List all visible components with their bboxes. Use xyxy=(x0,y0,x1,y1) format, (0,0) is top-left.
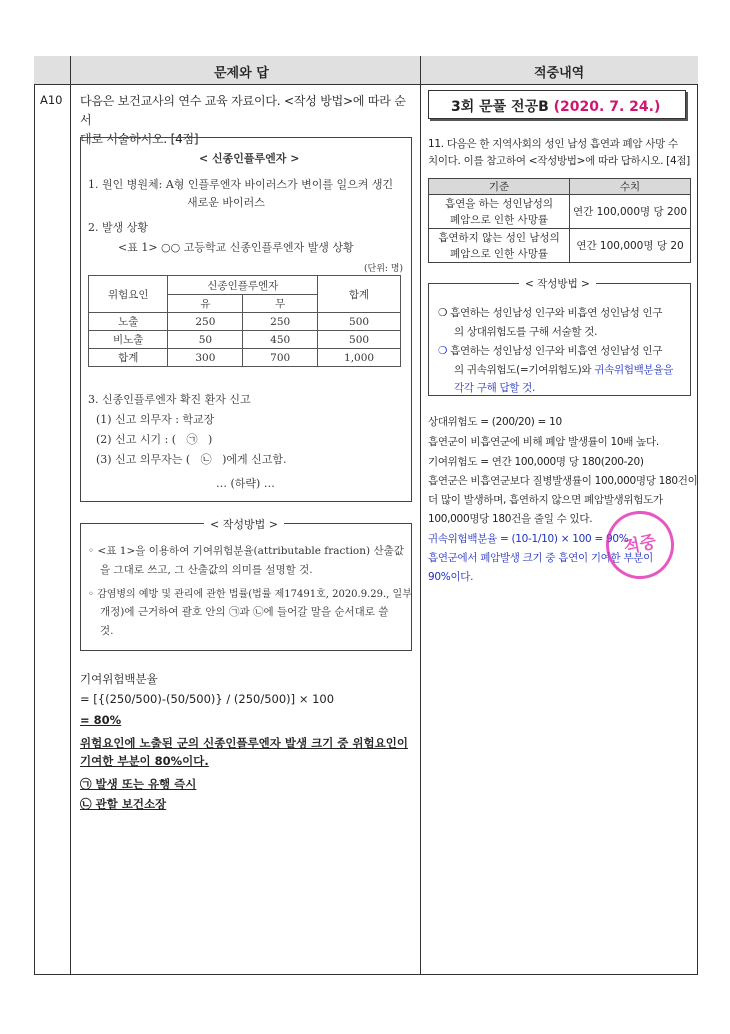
right-method-legend: < 작성방법 > xyxy=(519,276,596,291)
item-3-2: (2) 신고 시기 : ( ㉠ ) xyxy=(96,433,213,446)
table-unit: (단위: 명) xyxy=(364,264,403,274)
item-3-3: (3) 신고 의무자는 ( ㉡ )에게 신고함. xyxy=(96,453,287,466)
method-bullet-2-cont2: 각각 구해 답할 것. xyxy=(454,382,536,394)
col-total: 합계 xyxy=(318,276,401,313)
method-bullet-1: ❍ 흡연하는 성인남성 인구와 비흡연 성인남성 인구 xyxy=(438,307,663,319)
solution-3: 기여위험도 = 연간 100,000명 당 180(200-20) xyxy=(428,456,644,468)
method-bullet-2-cont: 의 귀속위험도(=기여위험도)와 귀속위험백분율을 xyxy=(454,364,674,376)
header-qa: 문제와 답 xyxy=(214,66,269,81)
method-2-line-2: 개정)에 근거하여 괄호 안의 ㉠과 ㉡에 들어갈 말을 순서대로 쓸 xyxy=(100,606,389,618)
table-row: 노출 250 250 500 xyxy=(89,313,401,331)
table-row: 흡연하지 않는 성인 남성의 폐암으로 인한 사망률 연간 100,000명 당 20 xyxy=(429,229,691,263)
method-2-line-1: ◦ 감염병의 예방 및 관리에 관한 법률(법률 제17491호, 2020.9.29., 일부 xyxy=(88,589,412,600)
item-3: 3. 신종인플루엔자 확진 환자 신고 xyxy=(88,393,251,406)
answer-3: = 80% xyxy=(80,713,122,727)
header-hits: 적중내역 xyxy=(534,66,585,81)
solution-8: 흡연군에서 폐암발생 크기 중 흡연이 기여한 부분이 xyxy=(428,552,653,564)
answer-6: ㉠ 발생 또는 유행 즉시 xyxy=(80,777,197,791)
item-1: 1. 원인 병원체: A형 인플루엔자 바이러스가 변이를 일으켜 생긴 xyxy=(88,178,394,191)
solution-2: 흡연군이 비흡연군에 비해 폐암 발생률이 10배 높다. xyxy=(428,436,659,448)
question-line-2: 대로 서술하시오. [4점] xyxy=(80,132,199,146)
table-row: 비노출 50 450 500 xyxy=(89,331,401,349)
item-1-cont: 새로운 바이러스 xyxy=(187,196,265,209)
solution-1: 상대위험도 = (200/20) = 10 xyxy=(428,416,562,428)
col-yes: 유 xyxy=(168,295,243,313)
table-header xyxy=(34,56,698,85)
exam-title: 3회 문풀 전공B (2020. 7. 24.) xyxy=(451,99,661,115)
table-caption: <표 1> ○○ 고등학교 신종인플루엔자 발생 상황 xyxy=(118,241,354,254)
ellipsis: … (하략) … xyxy=(216,477,275,490)
method-1-line-1: ◦ <표 1>을 이용하여 기여위험분율(attributable fraction) 산출값 xyxy=(88,545,404,557)
method-2-line-3: 것. xyxy=(100,625,114,637)
column-divider-number xyxy=(70,56,71,975)
question-line-1: 다음은 보건교사의 연수 교육 자료이다. <작성 방법>에 따라 순서 xyxy=(80,94,406,127)
question-number: A10 xyxy=(40,93,63,107)
column-divider-main xyxy=(420,56,421,975)
method-legend: < 작성방법 > xyxy=(204,516,284,532)
answer-2: = [{(250/500)-(50/500)} / (250/500)] × 100 xyxy=(80,692,335,706)
right-question: 11. 다음은 한 지역사회의 성인 남성 흡연과 폐암 사망 수 치이다. 이를 참고하여 <작성방법>에 따라 답하시오. [4점] xyxy=(428,138,690,167)
answer-1: 기여위험백분율 xyxy=(80,672,158,686)
solution-5: 더 많이 발생하며, 흡연하지 않으면 폐암발생위험도가 xyxy=(428,494,663,506)
item-3-1: (1) 신고 의무자 : 학교장 xyxy=(96,413,215,426)
answer-7: ㉡ 관할 보건소장 xyxy=(80,797,167,811)
col-flu: 신종인플루엔자 xyxy=(168,276,318,295)
method-1-line-2: 을 그대로 쓰고, 그 산출값의 의미를 설명할 것. xyxy=(100,564,313,576)
method-bullet-2: ❍ 흡연하는 성인남성 인구와 비흡연 성인남성 인구 xyxy=(438,345,663,357)
method-bullet-1-cont: 의 상대위험도를 구해 서술할 것. xyxy=(454,326,598,338)
answer-4: 위험요인에 노출된 군의 신종인플루엔자 발생 크기 중 위험요인이 xyxy=(80,736,408,750)
table-row: 합계 300 700 1,000 xyxy=(89,349,401,367)
solution-7: 귀속위험백분율 = (10-1/10) × 100 = 90% xyxy=(428,533,629,545)
box-title: < 신종인플루엔자 > xyxy=(199,152,300,165)
solution-9: 90%이다. xyxy=(428,571,474,583)
flu-table xyxy=(88,275,401,367)
table-row: 흡연을 하는 성인남성의 폐암으로 인한 사망률 연간 100,000명 당 200 xyxy=(429,195,691,229)
col-risk: 위험요인 xyxy=(89,276,168,313)
hit-stamp: 적중 xyxy=(600,505,681,586)
exam-date: (2020. 7. 24.) xyxy=(553,99,661,115)
solution-6: 100,000명당 180건을 줄일 수 있다. xyxy=(428,513,593,525)
mortality-table: 기준 수치 흡연을 하는 성인남성의 폐암으로 인한 사망률 연간 100,000명 당 200 흡연하지 않는 성인 남성의 폐암으로 인한 사망률 연간 100,000명 당 20 xyxy=(428,178,691,263)
col-no: 무 xyxy=(243,295,318,313)
item-2: 2. 발생 상황 xyxy=(88,221,148,234)
solution-4: 흡연군은 비흡연군보다 질병발생률이 100,000명당 180건이 xyxy=(428,475,698,487)
answer-5: 기여한 부분이 80%이다. xyxy=(80,754,209,768)
